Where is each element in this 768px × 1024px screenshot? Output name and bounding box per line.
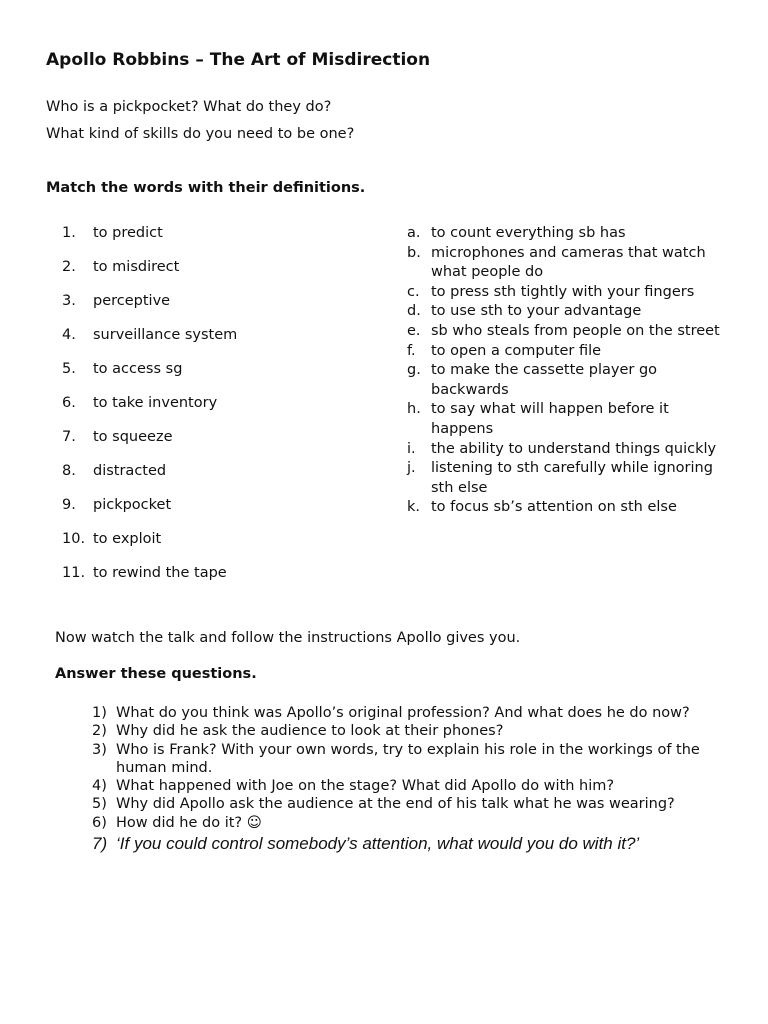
intro-question-2: What kind of skills do you need to be one? (46, 126, 355, 142)
definition-item-number: b. (407, 244, 421, 261)
question-item-number: 1) (92, 705, 107, 721)
definition-item (407, 498, 727, 518)
definition-item-text: to make the cassette player go backwards (431, 362, 658, 398)
word-item (62, 462, 362, 496)
word-item (62, 292, 362, 326)
word-item (62, 394, 362, 428)
questions-list (92, 704, 722, 855)
definition-item-text: to press sth tightly with your fingers (431, 283, 695, 300)
question-item-number: 6) (92, 814, 107, 831)
question-item-text: What do you think was Apollo’s original profession? And what does he do now? (116, 705, 690, 721)
question-item-text: How did he do it? ☺ (116, 814, 262, 831)
definition-item-text: sb who steals from people on the street (431, 322, 720, 339)
word-item (62, 496, 362, 530)
words-list (62, 224, 362, 598)
definition-item (407, 342, 727, 362)
question-item-number: 3) (92, 741, 107, 758)
intro-question-1: Who is a pickpocket? What do they do? (46, 99, 332, 115)
word-item (62, 530, 362, 564)
definition-item-number: i. (407, 440, 416, 457)
word-item (62, 224, 362, 258)
definition-item (407, 322, 727, 342)
definition-item (407, 283, 727, 303)
question-item (92, 777, 722, 795)
word-item-number: 2. (62, 259, 76, 275)
definition-item-text: microphones and cameras that watch what people do (431, 244, 706, 281)
definition-item-text: to focus sb’s attention on sth else (431, 499, 677, 516)
definition-item-number: d. (407, 303, 421, 320)
question-item-number: 4) (92, 778, 107, 795)
word-item-text: to rewind the tape (93, 565, 227, 581)
definition-item (407, 459, 727, 498)
definition-item (407, 302, 727, 322)
word-item-number: 1. (62, 225, 76, 241)
word-item-text: to access sg (93, 361, 183, 377)
definition-item (407, 361, 727, 400)
definition-item (407, 224, 727, 244)
word-item (62, 326, 362, 360)
word-item (62, 564, 362, 598)
word-item-text: to squeeze (93, 429, 173, 445)
question-item-text: What happened with Joe on the stage? What did Apollo do with him? (116, 778, 615, 795)
definition-item-number: j. (407, 460, 416, 477)
word-item-number: 9. (62, 497, 76, 513)
word-item-number: 11. (62, 565, 86, 581)
match-heading: Match the words with their definitions. (46, 180, 366, 196)
word-item-text: to take inventory (93, 395, 218, 411)
word-item-text: surveillance system (93, 327, 238, 343)
definition-item-number: k. (407, 499, 421, 516)
question-item-quote (92, 833, 722, 855)
word-item (62, 428, 362, 462)
definition-item-text: to open a computer file (431, 342, 602, 359)
word-item-text: pickpocket (93, 497, 172, 513)
word-item-number: 3. (62, 293, 76, 309)
word-item-number: 7. (62, 429, 76, 445)
question-item-text: Why did Apollo ask the audience at the end of his talk what he was wearing? (116, 796, 675, 813)
word-item (62, 258, 362, 292)
definition-item-number: g. (407, 362, 421, 379)
word-item-text: to misdirect (93, 259, 180, 275)
definitions-list (407, 224, 727, 518)
word-item-text: to exploit (93, 531, 162, 547)
word-item-number: 6. (62, 395, 76, 411)
question-item-quote-text: ‘If you could control somebody’s attention, what would you do with it?’ (116, 834, 640, 854)
definition-item (407, 400, 727, 439)
word-item-number: 8. (62, 463, 76, 479)
word-item (62, 360, 362, 394)
word-item-number: 4. (62, 327, 76, 343)
definition-item (407, 440, 727, 460)
definition-item-text: listening to sth carefully while ignoring sth else (431, 460, 713, 496)
question-item (92, 722, 722, 740)
question-item (92, 795, 722, 813)
question-item-text: Who is Frank? With your own words, try to explain his role in the workings of the human mind. (116, 741, 700, 776)
question-item (92, 741, 722, 778)
question-item-number: 5) (92, 796, 107, 813)
definition-item-text: to say what will happen before it happens (431, 401, 669, 437)
definition-item (407, 244, 727, 283)
definition-item-number: h. (407, 401, 421, 418)
question-item (92, 704, 722, 722)
word-item-number: 10. (62, 531, 86, 547)
definition-item-number: a. (407, 225, 421, 241)
word-item-text: to predict (93, 225, 163, 241)
definition-item-number: f. (407, 342, 416, 359)
definition-item-text: the ability to understand things quickly (431, 440, 717, 457)
definition-item-text: to count everything sb has (431, 225, 626, 241)
page-title: Apollo Robbins – The Art of Misdirection (46, 50, 431, 70)
question-item-text: Why did he ask the audience to look at their phones? (116, 723, 504, 740)
word-item-number: 5. (62, 361, 76, 377)
question-item-number: 2) (92, 723, 107, 740)
question-item-quote-number: 7) (92, 834, 108, 854)
definition-item-text: to use sth to your advantage (431, 303, 642, 320)
definition-item-number: c. (407, 283, 420, 300)
answer-heading: Answer these questions. (55, 666, 257, 682)
word-item-text: perceptive (93, 293, 171, 309)
word-item-text: distracted (93, 463, 167, 479)
question-item (92, 814, 722, 832)
watch-instruction: Now watch the talk and follow the instructions Apollo gives you. (55, 630, 521, 646)
definition-item-number: e. (407, 322, 421, 339)
